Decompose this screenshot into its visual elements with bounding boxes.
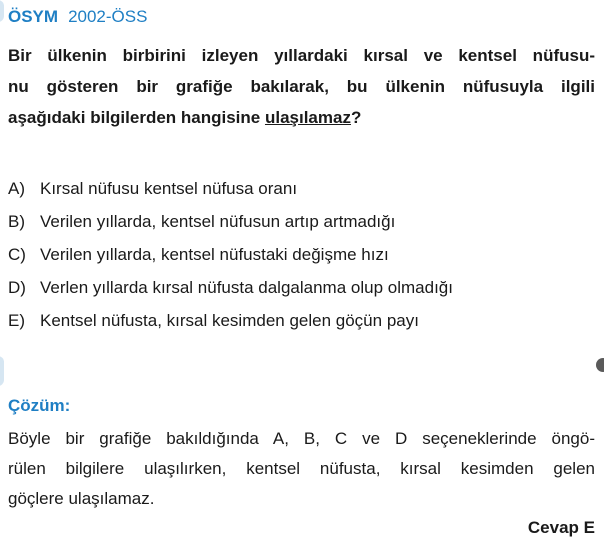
source-org: ÖSYM (8, 7, 59, 26)
option-letter: E) (8, 311, 25, 330)
option-text: Verlen yıllarda kırsal nüfusta dalgalanma olup olmadığı (40, 278, 453, 297)
solution-line: Böyle bir grafiğe bakıldığında A, B, C ve D seçeneklerinde öngö- (8, 429, 595, 448)
answer-options (8, 172, 598, 337)
question-line: nu gösteren bir grafiğe bakılarak, bu ülkenin nüfusuyla ilgili (8, 77, 595, 96)
question-line: Bir ülkenin birbirini izleyen yıllardaki kırsal ve kentsel nüfusu- (8, 46, 595, 65)
option-b[interactable] (8, 205, 598, 238)
question-line (8, 102, 595, 133)
question-end: ? (350, 108, 362, 127)
question-text (8, 40, 595, 133)
option-c[interactable] (8, 238, 598, 271)
question-emphasis: ulaşılamaz (264, 108, 351, 127)
option-letter: D) (8, 278, 26, 297)
solution-line: rülen bilgilere ulaşılırken, kentsel nüfusta, kırsal kesimden gelen (8, 459, 595, 478)
option-letter: C) (8, 245, 26, 264)
option-d[interactable] (8, 271, 598, 304)
option-text: Kırsal nüfusu kentsel nüfusa oranı (40, 179, 298, 198)
answer-key: Cevap E (527, 518, 595, 537)
option-text: Verilen yıllarda, kentsel nüfusun artıp artmadığı (40, 212, 396, 231)
solution-heading: Çözüm: (8, 396, 71, 415)
option-text: Kentsel nüfusta, kırsal kesimden gelen göçün payı (40, 311, 419, 330)
option-e[interactable] (8, 304, 598, 337)
option-a[interactable] (8, 172, 598, 205)
edge-decoration (596, 358, 604, 372)
edge-decoration (0, 356, 4, 386)
source-exam: 2002-ÖSS (68, 7, 148, 26)
question-line-text: aşağıdaki bilgilerden hangisine (8, 108, 265, 127)
option-letter: A) (8, 179, 25, 198)
solution-text (8, 424, 595, 514)
question-source (8, 7, 147, 27)
edge-decoration (0, 0, 4, 22)
option-letter: B) (8, 212, 25, 231)
solution-line: göçlere ulaşılamaz. (8, 489, 155, 508)
option-text: Verilen yıllarda, kentsel nüfustaki değişme hızı (40, 245, 389, 264)
